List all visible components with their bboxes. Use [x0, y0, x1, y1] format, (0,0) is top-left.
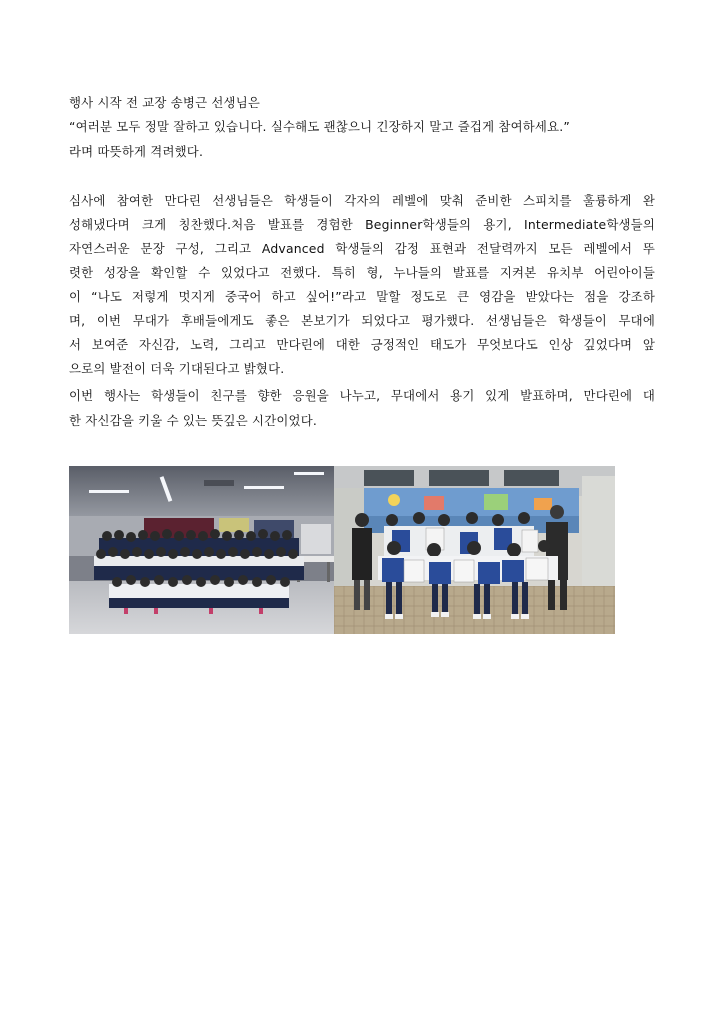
certificate-photo — [334, 466, 615, 634]
review-line-2: 성해냈다며 크게 칭찬했다.처음 발표를 경험한 Beginner학생들의 용기, Intermediate학생들의 — [69, 217, 655, 232]
intro-quote: “여러분 모두 정말 잘하고 있습니다. 실수해도 괜찮으니 긴장하지 말고 즐겁게 참여하세요.” — [69, 119, 570, 134]
review-line-4: 렷한 성장을 확인할 수 있었다고 전했다. 특히 형, 누나들의 발표를 지켜본 유치부 어린아이들 — [69, 265, 655, 280]
closing-line-1: 이번 행사는 학생들이 친구를 향한 응원을 나누고, 무대에서 용기 있게 발표하며, 만다린에 대 — [69, 388, 655, 403]
intro-line-1: 행사 시작 전 교장 송병근 선생님은 — [69, 95, 261, 110]
closing-line-2: 한 자신감을 키울 수 있는 뜻깊은 시간이었다. — [69, 413, 318, 428]
review-line-7: 서 보여준 자신감, 노력, 그리고 만다린에 대한 긍정적인 태도가 무엇보다도 인상 깊었다며 앞 — [69, 337, 655, 352]
intro-line-3: 라며 따뜻하게 격려했다. — [69, 144, 204, 159]
review-line-8: 으로의 발전이 더욱 기대된다고 밝혔다. — [69, 361, 285, 376]
review-line-3: 자연스러운 문장 구성, 그리고 Advanced 학생들의 감정 표현과 전달력까지 모든 레벨에서 뚜 — [69, 241, 655, 256]
review-line-6: 며, 이번 무대가 후배들에게도 좋은 본보기가 되었다고 평가했다. 선생님들은 학생들이 무대에 — [69, 313, 655, 328]
review-line-5: 이 “나도 저렇게 멋지게 중국어 하고 싶어!”라고 말할 정도로 큰 영감을 받았다는 점을 강조하 — [69, 289, 655, 304]
group-photo-classroom — [69, 466, 334, 634]
review-line-1: 심사에 참여한 만다린 선생님들은 학생들이 각자의 레벨에 맞춰 준비한 스피치를 훌륭하게 완 — [69, 193, 655, 208]
